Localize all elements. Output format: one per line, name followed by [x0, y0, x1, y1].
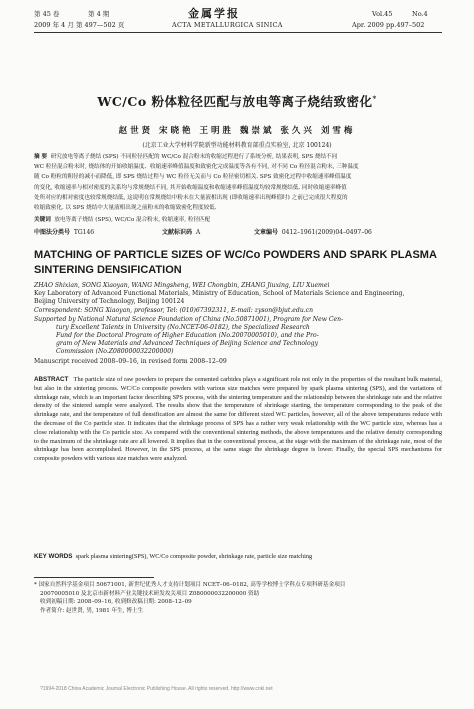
doc-label: 文献标识码	[162, 229, 193, 236]
title-en: MATCHING OF PARTICLE SIZES OF WC/Co POWDERS AND SPARK PLASMA SINTERING DENSIFICATION	[34, 249, 437, 276]
abstract-cn-line: 收缩致密化. 以 SPS 烧结中大量液相出现之前粉末的收缩致密化程度较低.	[34, 205, 217, 212]
footnotes	[34, 581, 444, 615]
abstract-cn-line: 摘 要 研究放电等离子烧结 (SPS) 不同粒径匹配的 WC/Co 混合粉末的收缩过程进行了系统分析, 结果表明, SPS 烧结不同	[34, 154, 338, 160]
abstract-cn	[34, 152, 442, 213]
abstract-cn-line: WC 粒径混合粉末时, 烧结体的开始收缩温度、收缩速率峰值温度和致密化完成温度等各有不同, 对不同 Co 粒径混合粉末, 三种温度	[34, 164, 359, 171]
funding-support	[34, 316, 444, 356]
clc-value: TG146	[73, 229, 95, 236]
abstract-cn-line: 的变化, 收缩速率与相对密度的关系均与常规烧结不同, 其开始收缩温度和收缩速率峰值温度均较常规烧结低. 同时收缩速率峰值	[34, 184, 347, 191]
journal-title-cn: 金属学报	[188, 7, 240, 20]
footnote-line: 20070005010 及北京市新材料产业关键技术研发攻关项目 Z080000032200000 资助	[40, 590, 260, 597]
affiliation-en	[34, 290, 444, 306]
keywords-cn-label: 关键词	[34, 217, 51, 223]
header-rule	[34, 32, 442, 33]
clc-label: 中图法分类号	[34, 229, 71, 236]
doc-code	[162, 227, 200, 236]
doc-value: A	[195, 229, 201, 236]
header-volume-cn: 第 45 卷	[34, 10, 60, 18]
keywords-cn	[34, 215, 442, 225]
footnote-rule	[34, 577, 154, 578]
support-line: Commission (No.Z080000032200000)	[56, 348, 174, 356]
header-issue-en: No.4	[412, 10, 428, 18]
keywords-cn-text: 放电等离子烧结 (SPS), WC/Co 混合粉末, 收缩速率, 粒径匹配	[54, 217, 211, 223]
support-line: tury Excellent Talents in University (No.NCET-06-0182), the Specialized Research	[56, 324, 310, 332]
article-label: 文章编号	[254, 229, 279, 236]
affiliation-en-line: Beijing University of Technology, Beijing 100124	[34, 298, 185, 306]
article-number	[254, 227, 372, 236]
authors-cn: 赵世贤 宋晓艳 王明胜 魏崇斌 张久兴 刘雪梅	[118, 126, 356, 136]
title-cn	[0, 92, 474, 110]
abstract-en-text: The particle size of raw powders to prepare the cemented carbides plays a significant role not only in the properties of the resultant bulk material, but also in the sintering process. WC/Co composite powders with various size matches were prepared by spark plasma sintering (SPS), and the variations of shrinkage rate, which is an important factor describing SPS process, with the sintering temperature and the relationship between the shrinkage rate and the relative density of the sintered sample were analyzed. The results show that the temperature of shrinkage starting, the temperature corresponding to the peak of the shrinkage rate, and the temperature of full densification are almost the same for different sized WC particles, however, all of the above temperatures reduce with the decrease of the Co particle size. It indicates that the shrinkage process of SPS has a rather very weak relationship with the WC particle size, whereas has a close relationship with the Co particle size. As compared with the conventional sintering methods, the above temperatures and the relative density corresponding to the maximum of the shrinkage rate are all lowered. It implies that in the conventional process, at the stage with the maximum of the shrinkage rate, most of the shrinkage has been accomplished. However, in the SPS process, at the same stage the shrinkage degree is lower. Finally, the special SPS mechanisms for composite powders with various size matches were analyzed.	[34, 376, 442, 463]
abstract-cn-label: 摘 要	[34, 154, 48, 160]
title-cn-text: WC/Co 粉体粒径匹配与放电等离子烧结致密化	[97, 94, 373, 109]
abstract-en-label: ABSTRACT	[34, 376, 69, 383]
support-line: Fund for the Doctoral Program of Higher Education (No.20070005010), and the Pro-	[56, 332, 319, 340]
keywords-en-text: spark plasma sintering(SPS), WC/Co composite powder, shrinkage rate, particle size matching	[75, 553, 313, 560]
affiliation-cn: (北京工业大学材料学院新型功能材料教育部重点实验室, 北京 100124)	[142, 142, 332, 149]
header-volume-en: Vol.45	[372, 10, 393, 18]
copyright-notice: ?1994-2018 China Academic Journal Electronic Publishing House. All rights reserved. http://www.cnki.net	[40, 686, 273, 692]
footnote-line: 收到初稿日期: 2008–09–16, 收到修改稿日期: 2008–12–09	[40, 599, 192, 606]
header-date-pages-en: Apr. 2009 pp.497–502	[352, 21, 425, 29]
abstract-cn-line: 随 Co 粉粒的粗径的减小而降低, 即 SPS 烧结过程与 WC 粒径无关而与 Co 粒径密切相关. SPS 致密化过程中收缩速率峰值温度	[34, 174, 352, 181]
support-line: Supported by National Natural Science Foundation of China (No.50871001), Program for New Cen-	[34, 316, 344, 323]
abstract-cn-line: 处所对应的相对密度也较常规烧结低, 这说明在常规烧结中粉末在大量液相出现 (即收缩速率出现峰值时) 之前已完成很大程度的	[34, 194, 348, 201]
keywords-en-label: KEY WORDS	[34, 553, 73, 560]
keywords-en	[34, 553, 442, 562]
title-footnote-mark: *	[372, 93, 377, 103]
abstract-en	[34, 376, 442, 464]
support-line: gram of New Materials and Advanced Techniques of Beijing Science and Technology	[56, 340, 319, 348]
authors-en: ZHAO Shixian, SONG Xiaoyan, WANG Mingsheng, WEI Chongbin, ZHANG Jiuxing, LIU Xuemei	[34, 282, 330, 289]
journal-title-en: ACTA METALLURGICA SINICA	[172, 21, 283, 29]
footnote-line: 作者简介: 赵世贤, 男, 1981 年生, 博士生	[40, 607, 144, 614]
classification-row	[34, 227, 94, 236]
correspondent: Correspondent: SONG Xiaoyan, professor, Tel: (010)67392311, E-mail: zyson@bjut.edu.cn	[34, 307, 314, 314]
manuscript-dates: Manuscript received 2008–09–16, in revised form 2008–12–09	[34, 358, 227, 365]
footnote-line: * 国家自然科学基金项目 50671001, 新世纪优秀人才支持计划项目 NCET–06–0182, 高等学校博士学科点专项科研基金项目	[34, 582, 346, 588]
affiliation-en-line: Key Laboratory of Advanced Functional Materials, Ministry of Education, School of Materials Science and Engineering,	[34, 290, 405, 297]
header-issue-cn: 第 4 期	[88, 10, 110, 18]
header-date-pages-cn: 2009 年 4 月 第 497—502 页	[34, 21, 125, 29]
article-value: 0412–1961(2009)04–0497–06	[281, 229, 372, 236]
